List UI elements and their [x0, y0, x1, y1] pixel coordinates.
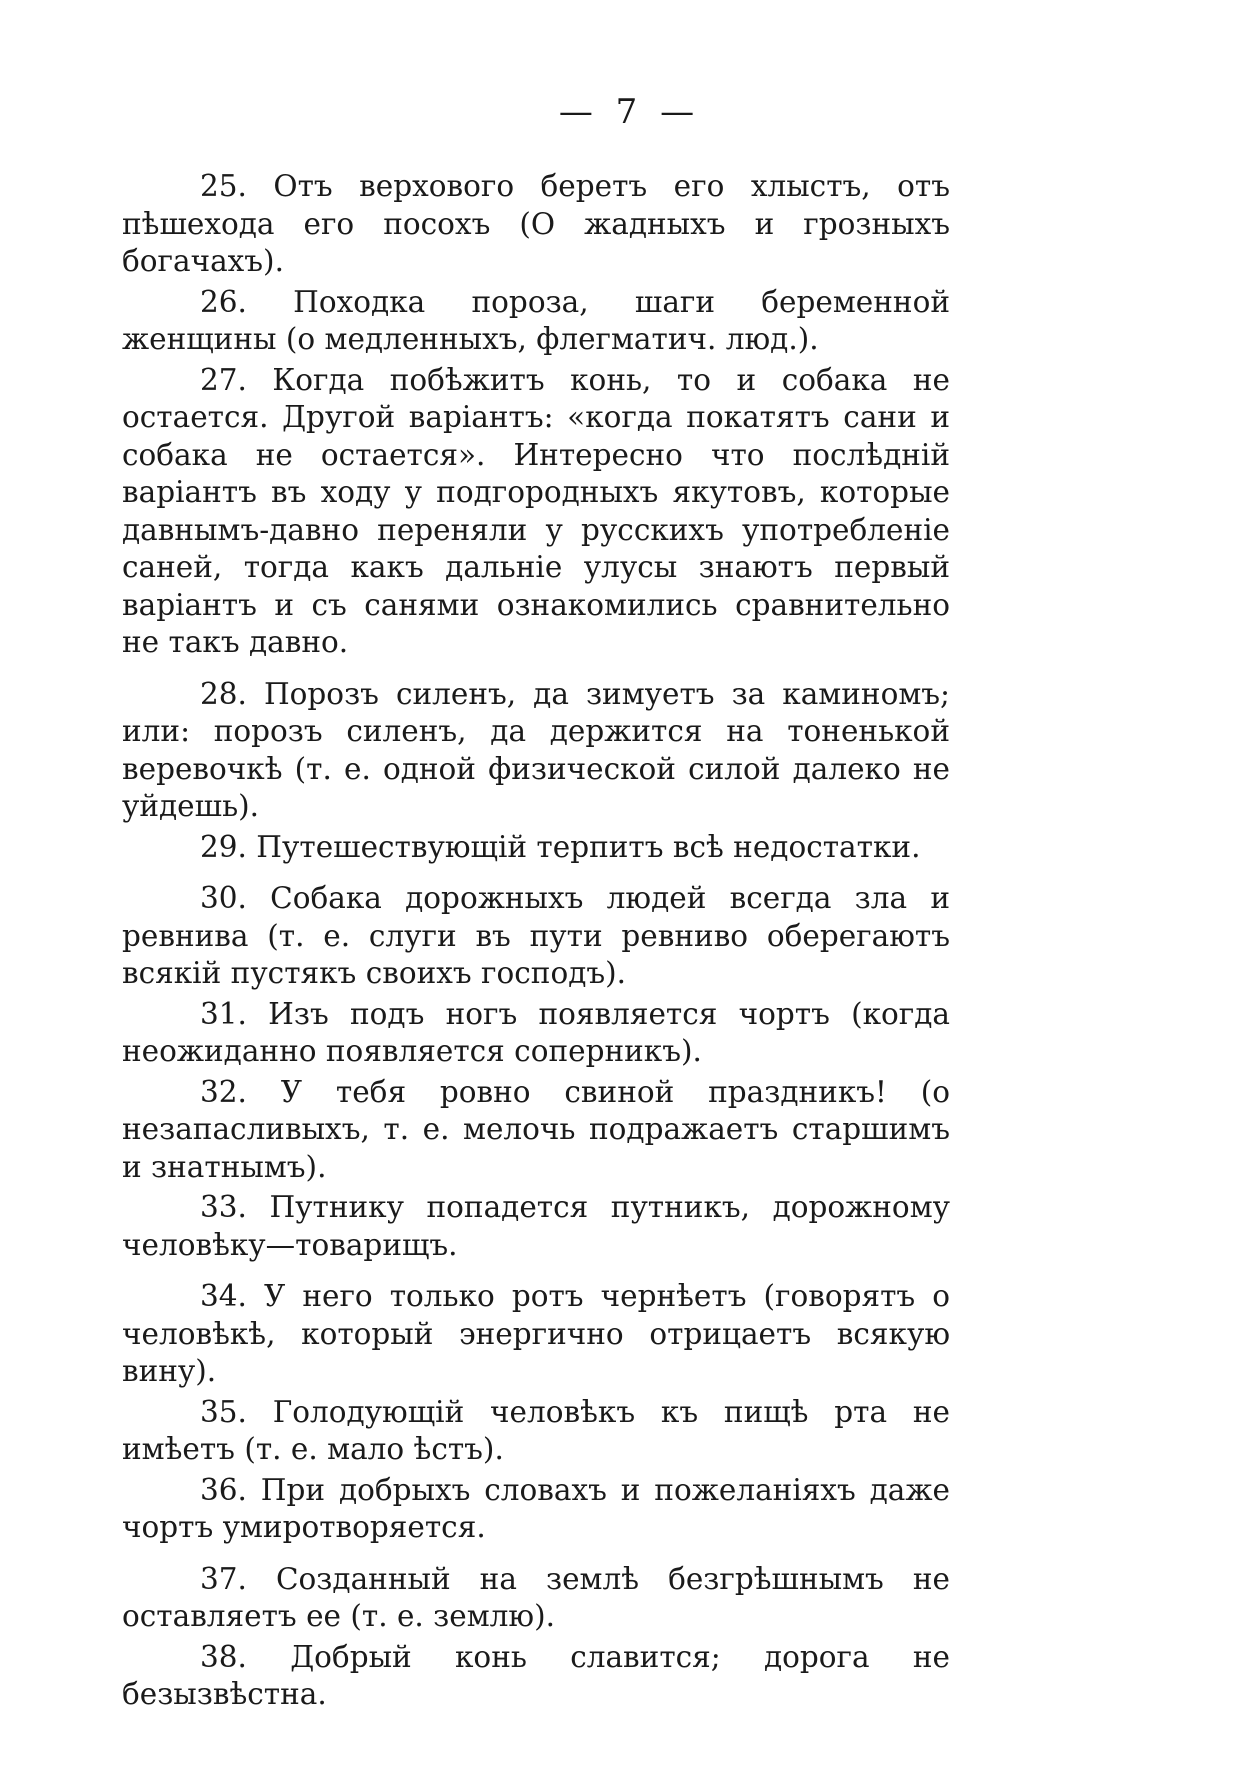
proverb-38: 38. Добрый конь славится; дорога не безызвѣстна. [122, 1639, 950, 1711]
proverb-35: 35. Голодующій человѣкъ къ пищѣ рта не имѣетъ (т. е. мало ѣстъ). [122, 1394, 950, 1466]
proverb-27: 27. Когда побѣжитъ конь, то и собака не остается. Другой варіантъ: «когда покатятъ сани и собака не остается». Интересно что послѣдній варіантъ въ ходу у подгородныхъ якутовъ, которые давнымъ-давно переняли у русскихъ употребленіе саней, тогда какъ дальніе улусы знаютъ первый варіантъ и съ санями ознакомились сравнительно не такъ давно. [122, 362, 950, 659]
proverb-28: 28. Порозъ силенъ, да зимуетъ за каминомъ; или: порозъ силенъ, да держится на тоненькой веревочкѣ (т. е. одной физической силой далеко не уйдешь). [122, 676, 950, 823]
proverb-34: 34. У него только ротъ чернѣетъ (говорятъ о человѣкѣ, который энергично отрицаетъ всякую вину). [122, 1279, 950, 1388]
proverb-25: 25. Отъ верхового беретъ его хлыстъ, отъ пѣшехода его посохъ (О жадныхъ и грозныхъ богачахъ). [122, 169, 950, 278]
proverb-26: 26. Походка пороза, шаги беременной женщины (о медленныхъ, флегматич. люд.). [122, 284, 950, 356]
proverb-29: 29. Путешествующій терпитъ всѣ недостатки. [200, 829, 921, 864]
proverb-37: 37. Созданный на землѣ безгрѣшнымъ не оставляетъ ее (т. е. землю). [122, 1561, 950, 1633]
proverb-32: 32. У тебя ровно свиной праздникъ! (о незапасливыхъ, т. е. мелочь подражаетъ старшимъ и знатнымъ). [122, 1074, 950, 1184]
proverb-30: 30. Собака дорожныхъ людей всегда зла и ревнива (т. е. слуги въ пути ревниво оберегаютъ всякій пустякъ своихъ господъ). [122, 881, 950, 990]
proverb-list [122, 168, 950, 1717]
proverb-36: 36. При добрыхъ словахъ и пожеланіяхъ даже чортъ умиротворяется. [122, 1472, 950, 1544]
page-number: — 7 — [558, 92, 701, 132]
proverb-33: 33. Путнику попадется путникъ, дорожному человѣку—товарищъ. [122, 1190, 950, 1262]
proverb-31: 31. Изъ подъ ногъ появляется чортъ (когда неожиданно появляется соперникъ). [122, 996, 950, 1068]
